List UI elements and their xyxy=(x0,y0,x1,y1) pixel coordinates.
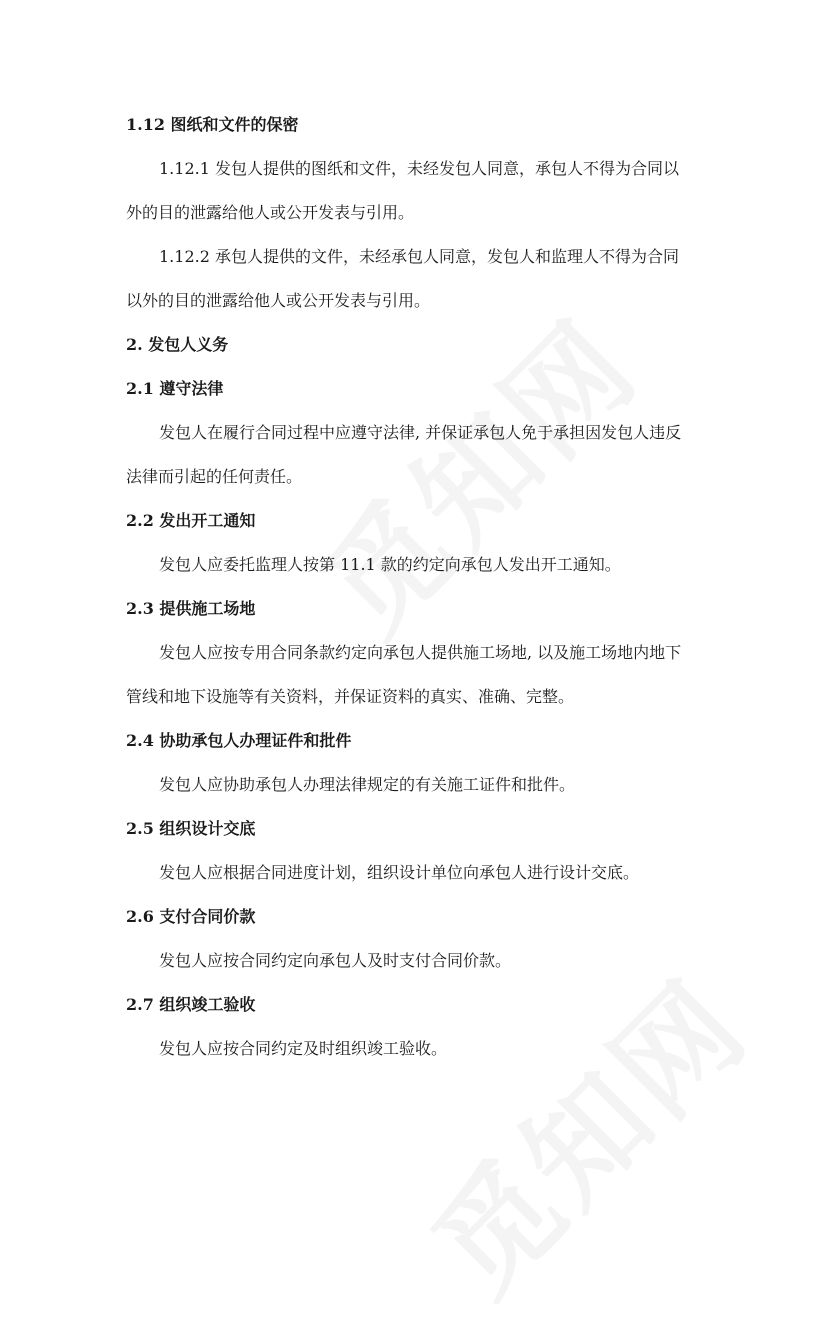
section-heading-2-2: 2.2 发出开工通知 xyxy=(126,511,256,530)
paragraph-line: 发包人在履行合同过程中应遵守法律, 并保证承包人免于承担因发包人违反 xyxy=(159,423,682,442)
section-heading-2: 2. 发包人义务 xyxy=(126,335,229,354)
paragraph-line: 1.12.2 承包人提供的文件，未经承包人同意，发包人和监理人不得为合同 xyxy=(159,247,679,266)
paragraph-line: 发包人应委托监理人按第 11.1 款的约定向承包人发出开工通知。 xyxy=(159,555,621,574)
paragraph-line: 外的目的泄露给他人或公开发表与引用。 xyxy=(126,203,415,222)
paragraph-line: 以外的目的泄露给他人或公开发表与引用。 xyxy=(126,291,431,310)
paragraph-line: 发包人应按专用合同条款约定向承包人提供施工场地, 以及施工场地内地下 xyxy=(159,643,682,662)
section-heading-2-4: 2.4 协助承包人办理证件和批件 xyxy=(126,731,352,750)
section-heading-2-1: 2.1 遵守法律 xyxy=(126,379,224,398)
section-heading-2-7: 2.7 组织竣工验收 xyxy=(126,995,256,1014)
paragraph-line: 发包人应按合同约定向承包人及时支付合同价款。 xyxy=(159,951,512,970)
paragraph-line: 1.12.1 发包人提供的图纸和文件，未经发包人同意，承包人不得为合同以 xyxy=(159,159,679,178)
paragraph-line: 发包人应按合同约定及时组织竣工验收。 xyxy=(159,1039,448,1058)
section-heading-2-3: 2.3 提供施工场地 xyxy=(126,599,256,618)
paragraph-line: 法律而引起的任何责任。 xyxy=(126,467,303,486)
paragraph-line: 发包人应协助承包人办理法律规定的有关施工证件和批件。 xyxy=(159,775,576,794)
section-heading-2-5: 2.5 组织设计交底 xyxy=(126,819,256,838)
section-heading-2-6: 2.6 支付合同价款 xyxy=(126,907,256,926)
watermark xyxy=(390,937,779,1325)
paragraph-line: 发包人应根据合同进度计划，组织设计单位向承包人进行设计交底。 xyxy=(159,863,640,882)
section-heading-1-12: 1.12 图纸和文件的保密 xyxy=(126,115,299,134)
watermark xyxy=(280,277,669,666)
paragraph-line: 管线和地下设施等有关资料，并保证资料的真实、准确、完整。 xyxy=(126,687,575,706)
